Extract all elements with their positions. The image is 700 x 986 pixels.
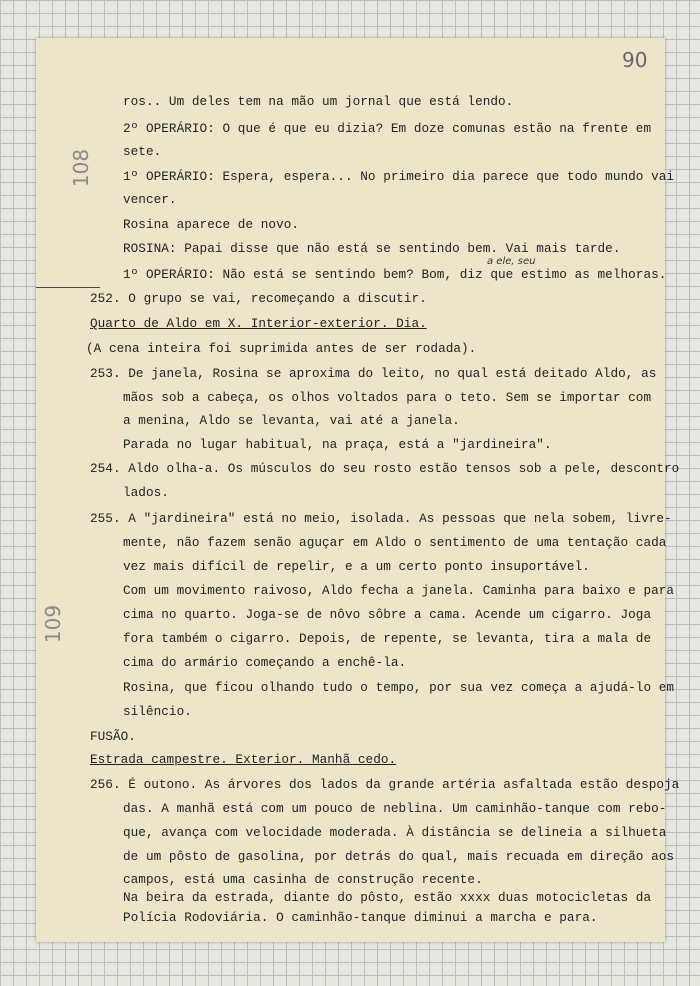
text-line: mente, não fazem senão aguçar em Aldo o sentimento de uma tentação cada [123,535,667,550]
text-line: (A cena inteira foi suprimida antes de ser rodada). [86,341,477,356]
text-line: 1º OPERÁRIO: Não está se sentindo bem? Bom, diz que estimo as melhoras. [123,267,667,282]
text-line: 1º OPERÁRIO: Espera, espera... No primeiro dia parece que todo mundo vai [123,169,675,184]
text-line: das. A manhã está com um pouco de neblina. Um caminhão-tanque com rebo- [123,801,667,816]
text-line: Polícia Rodoviária. O caminhão-tanque diminui a marcha e para. [123,910,598,925]
scene-heading: Quarto de Aldo em X. Interior-exterior. Dia. [90,316,427,331]
text-line: vez mais difícil de repelir, e a um certo ponto insuportável. [123,559,590,574]
transition-line: FUSÃO. [90,729,136,744]
text-line: lados. [123,485,169,500]
text-line: Na beira da estrada, diante do pôsto, estão xxxx duas motocicletas da [123,890,652,905]
text-line: Rosina aparece de novo. [123,217,300,232]
text-line: Parada no lugar habitual, na praça, está a "jardineira". [123,437,552,452]
text-line: 253. De janela, Rosina se aproxima do leito, no qual está deitado Aldo, as [90,366,657,381]
scene-heading: Estrada campestre. Exterior. Manhã cedo. [90,752,397,767]
text-line: ros.. Um deles tem na mão um jornal que está lendo. [123,94,514,109]
text-line: mãos sob a cabeça, os olhos voltados para o teto. Sem se importar com [123,390,652,405]
handwritten-insert: a ele, seu [487,256,536,267]
text-line: vencer. [123,192,177,207]
text-line: sete. [123,144,162,159]
text-line: de um pôsto de gasolina, por detrás do qual, mais recuada em direção aos [123,849,675,864]
text-line: Com um movimento raivoso, Aldo fecha a janela. Caminha para baixo e para [123,583,675,598]
text-line: fora também o cigarro. Depois, de repente, se levanta, tira a mala de [123,631,652,646]
margin-pen-line [36,287,100,288]
margin-note-108: 108 [69,148,94,188]
text-line: campos, está uma casinha de construção recente. [123,872,483,887]
text-line: 252. O grupo se vai, recomeçando a discutir. [90,291,427,306]
text-line: cima do armário começando a enchê-la. [123,655,407,670]
page-number: 90 [622,48,648,72]
text-line: 2º OPERÁRIO: O que é que eu dizia? Em doze comunas estão na frente em [123,121,652,136]
text-line: ROSINA: Papai disse que não está se sentindo bem. Vai mais tarde. [123,241,621,256]
text-line: 254. Aldo olha-a. Os músculos do seu rosto estão tensos sob a pele, descontro [90,461,680,476]
text-line: a menina, Aldo se levanta, vai até a janela. [123,413,460,428]
text-line: Rosina, que ficou olhando tudo o tempo, por sua vez começa a ajudá-lo em [123,680,675,695]
text-line: 255. A "jardineira" está no meio, isolada. As pessoas que nela sobem, livre- [90,511,672,526]
text-line: 256. É outono. As árvores dos lados da grande artéria asfaltada estão despoja [90,777,680,792]
margin-note-109: 109 [41,604,66,644]
text-line: cima no quarto. Joga-se de nôvo sôbre a cama. Acende um cigarro. Joga [123,607,652,622]
text-line: silêncio. [123,704,192,719]
text-line: que, avança com velocidade moderada. À distância se delineia a silhueta [123,825,667,840]
